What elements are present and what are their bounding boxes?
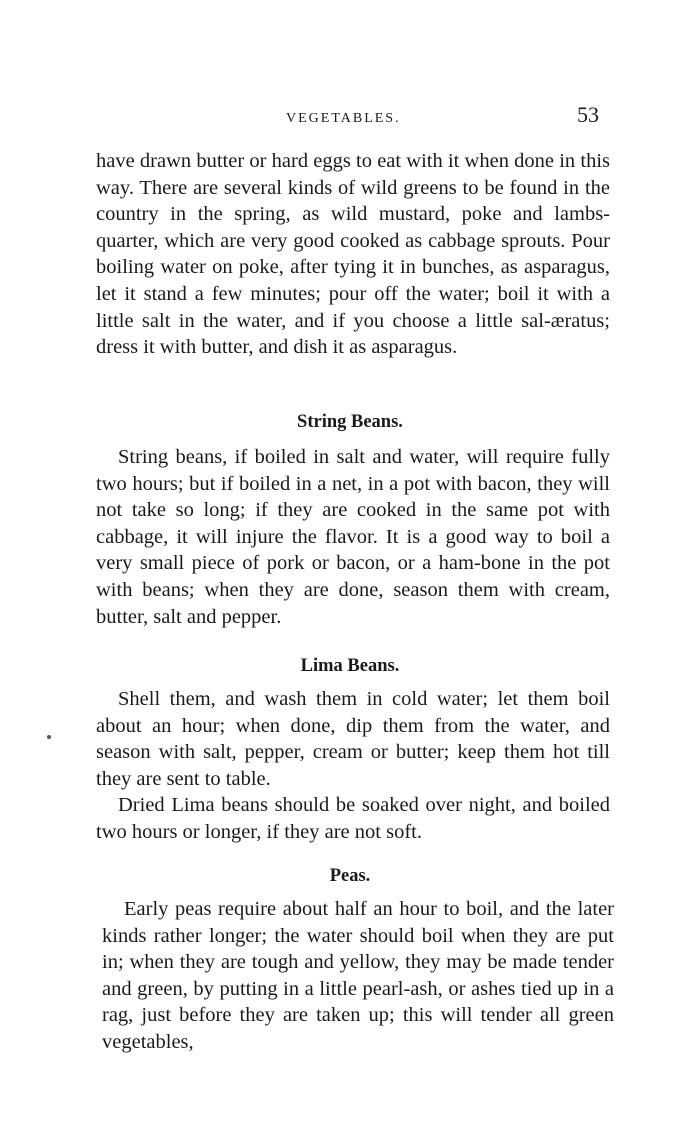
section-heading-peas: Peas. xyxy=(329,866,371,886)
ink-speck xyxy=(47,735,51,739)
paragraph-text: Shell them, and wash them in cold water; let them boil about an hour; when done, dip them from the water, and season with salt, pepper, cream or butter; keep them hot till they are sent to table. xyxy=(96,688,610,790)
paragraph-text: String beans, if boiled in salt and water, will require fully two hours; but if boiled in a net, in a pot with bacon, they will not take so long; if they are cooked in the same pot with cabbage, it will injure the flavor. It is a good way to boil a very small piece of pork or bacon, or a ham-bone in the pot with beans; when they are done, season them with cream, butter, salt and pepper. xyxy=(96,446,610,628)
paragraph-text: Dried Lima beans should be soaked over night, and boiled two hours or longer, if they are not soft. xyxy=(96,794,610,843)
section-heading-lima-beans: Lima Beans. xyxy=(300,656,400,676)
running-title: VEGETABLES. xyxy=(286,111,401,126)
section-heading-string-beans: String Beans. xyxy=(297,412,403,432)
page-number: 53 xyxy=(577,102,599,127)
continuation-paragraph xyxy=(96,148,610,361)
peas-paragraph xyxy=(102,896,614,1056)
paragraph-text: Early peas require about half an hour to boil, and the later kinds rather longer; the water should boil when they are put in; when they are tough and yellow, they may be made tender and green, by putting in a little pearl-ash, or ashes tied up in a rag, just before they are taken up; this will tender all green vegetables, xyxy=(102,898,614,1053)
paragraph-text: have drawn butter or hard eggs to eat with it when done in this way. There are several kinds of wild greens to be found in the country in the spring, as wild mustard, poke and lambs-quarter, which are very good cooked as cabbage sprouts. Pour boiling water on poke, after tying it in bunches, as asparagus, let it stand a few minutes; pour off the water; boil it with a little salt in the water, and if you choose a little sal-æratus; dress it with butter, and dish it as asparagus. xyxy=(96,150,610,359)
string-beans-paragraph xyxy=(96,444,610,630)
lima-beans-paragraph xyxy=(96,686,610,846)
